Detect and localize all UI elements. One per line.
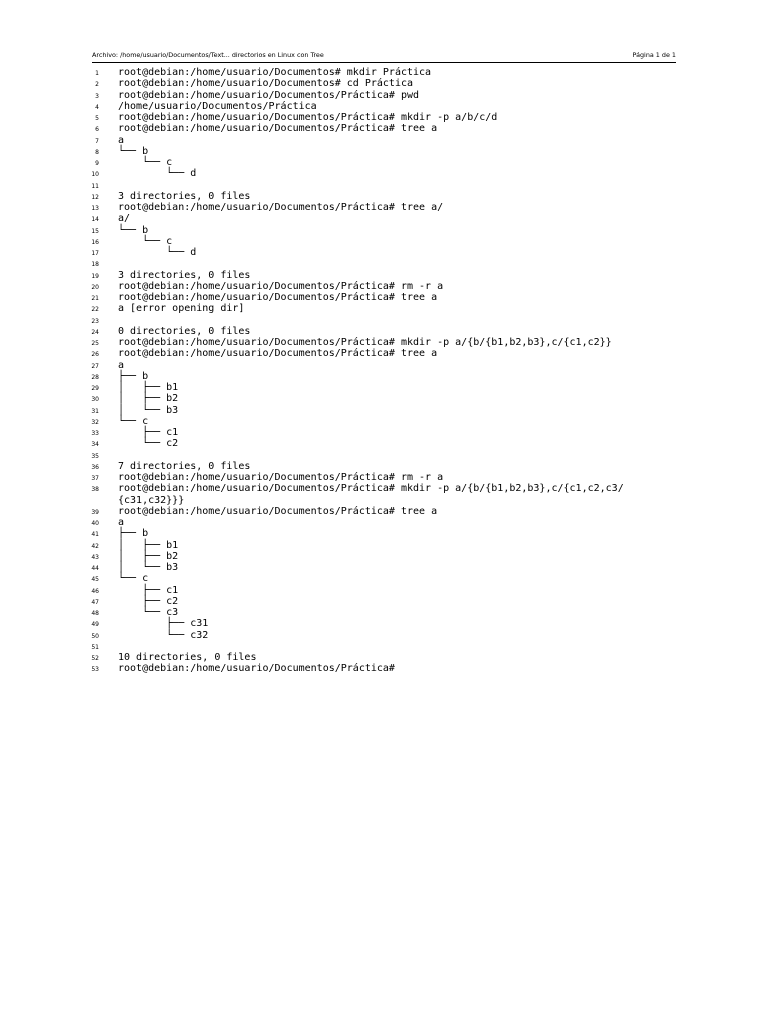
line-number: 10 <box>91 171 99 179</box>
line-text: │ ├── b1 <box>118 539 179 551</box>
listing-line <box>80 123 680 134</box>
line-number: 40 <box>91 520 99 527</box>
listing-line <box>80 405 680 416</box>
line-number: 16 <box>91 238 99 246</box>
line-text: └── d <box>118 168 197 180</box>
listing-line <box>80 562 680 573</box>
line-number: 5 <box>95 115 99 122</box>
line-number: 25 <box>91 340 99 347</box>
line-number: 43 <box>91 553 99 561</box>
line-number: 20 <box>91 283 99 291</box>
line-number: 52 <box>91 655 99 662</box>
listing-line <box>80 461 680 472</box>
listing-line <box>80 393 680 404</box>
line-number: 37 <box>91 475 99 482</box>
line-number: 41 <box>91 531 99 539</box>
listing-line <box>80 585 680 596</box>
line-text: ├── c31 <box>118 618 209 630</box>
line-number: 32 <box>91 418 99 426</box>
line-text: root@debian:/home/usuario/Documentos/Práctica# tree a/ <box>118 202 444 213</box>
listing-line <box>80 506 680 517</box>
line-text: └── b <box>118 224 149 236</box>
line-text: └── c <box>118 415 149 427</box>
listing-line <box>80 596 680 607</box>
listing-line <box>80 202 680 213</box>
line-number: 50 <box>91 632 99 640</box>
line-number: 26 <box>91 351 99 359</box>
line-text: 3 directories, 0 files <box>118 190 251 202</box>
line-number: 19 <box>91 272 99 280</box>
listing-line <box>80 371 680 382</box>
listing-line <box>80 78 680 89</box>
line-text: │ ├── b1 <box>118 382 179 393</box>
line-text: │ └── b3 <box>118 404 179 416</box>
listing-line <box>80 258 680 269</box>
line-text: root@debian:/home/usuario/Documentos# mkdir Práctica <box>118 67 432 78</box>
line-number: 27 <box>91 362 99 370</box>
listing-line <box>80 641 680 652</box>
line-number: 29 <box>91 385 99 392</box>
listing-line <box>80 573 680 584</box>
listing-line <box>80 483 680 494</box>
line-text: └── d <box>118 247 197 258</box>
line-number: 17 <box>91 250 99 257</box>
listing-line <box>80 360 680 371</box>
listing-line <box>80 191 680 202</box>
line-text: └── c2 <box>118 438 179 450</box>
line-number: 48 <box>91 610 99 617</box>
line-text: root@debian:/home/usuario/Documentos# cd Práctica <box>118 78 414 90</box>
listing-line <box>80 348 680 359</box>
listing-line <box>80 168 680 179</box>
file-path-label: Archivo: /home/usuario/Documentos/Text... directorios en Linux con Tree <box>92 51 324 59</box>
line-number: 51 <box>91 643 99 651</box>
line-number: 24 <box>91 328 99 336</box>
listing-line <box>80 112 680 123</box>
line-text: {c31,c32}}} <box>118 494 185 506</box>
line-text: root@debian:/home/usuario/Documentos/Práctica# tree a <box>118 123 438 135</box>
listing-line <box>80 551 680 562</box>
listing-line <box>80 146 680 157</box>
listing-line <box>80 337 680 348</box>
line-number: 14 <box>91 216 99 224</box>
line-text: root@debian:/home/usuario/Documentos/Práctica# rm -r a <box>118 472 444 483</box>
line-number: 13 <box>91 205 99 212</box>
line-number: 3 <box>95 92 99 100</box>
line-number: 8 <box>95 148 99 156</box>
line-text: a <box>118 359 125 371</box>
line-text: ├── c1 <box>118 427 179 438</box>
line-number: 22 <box>91 306 99 314</box>
line-number: 49 <box>91 621 99 629</box>
listing-line <box>80 90 680 101</box>
line-text: └── c <box>118 157 173 168</box>
line-number: 38 <box>91 486 99 494</box>
line-number: 31 <box>91 407 99 415</box>
line-number: 11 <box>91 182 99 190</box>
line-number: 1 <box>95 70 99 77</box>
listing-line <box>80 247 680 258</box>
listing-line <box>80 180 680 191</box>
line-text: 3 directories, 0 files <box>118 269 251 281</box>
listing-line <box>80 67 680 78</box>
line-text: a [error opening dir] <box>118 303 245 315</box>
line-text: root@debian:/home/usuario/Documentos/Práctica# pwd <box>118 89 420 101</box>
line-text: a/ <box>118 213 131 225</box>
listing-line <box>80 630 680 641</box>
listing-line <box>80 236 680 247</box>
line-text: └── c <box>118 235 173 247</box>
listing-line <box>80 540 680 551</box>
listing-line <box>80 663 680 674</box>
line-number: 42 <box>91 542 99 550</box>
line-text: root@debian:/home/usuario/Documentos/Práctica# tree a <box>118 505 438 517</box>
listing-line <box>80 450 680 461</box>
line-text: root@debian:/home/usuario/Documentos/Práctica# tree a <box>118 348 438 360</box>
line-text: ├── b <box>118 370 149 382</box>
line-number: 21 <box>91 295 99 302</box>
line-number: 15 <box>91 227 99 235</box>
listing-line <box>80 528 680 539</box>
line-text: └── c <box>118 573 149 585</box>
listing-line <box>80 303 680 314</box>
listing-line <box>80 213 680 224</box>
line-text: └── c32 <box>118 629 209 641</box>
line-number: 53 <box>91 666 99 674</box>
listing-line <box>80 438 680 449</box>
line-text: root@debian:/home/usuario/Documentos/Práctica# mkdir -p a/{b/{b1,b2,b3},c/{c1,c2,c3/ <box>118 483 624 495</box>
line-number: 46 <box>91 587 99 595</box>
line-number: 35 <box>91 452 99 460</box>
listing-line <box>80 618 680 629</box>
line-text: │ └── b3 <box>118 562 179 573</box>
line-number: 45 <box>91 576 99 584</box>
line-text: root@debian:/home/usuario/Documentos/Práctica# mkdir -p a/{b/{b1,b2,b3},c/{c1,c2}} <box>118 337 612 348</box>
line-number: 39 <box>91 508 99 516</box>
line-text: ├── b <box>118 528 149 540</box>
line-text: a <box>118 134 125 146</box>
listing-line <box>80 416 680 427</box>
line-text: root@debian:/home/usuario/Documentos/Práctica# <box>118 663 395 675</box>
line-number: 4 <box>95 103 99 111</box>
line-text: └── b <box>118 145 149 157</box>
line-text: ├── c1 <box>118 584 179 596</box>
line-number: 47 <box>91 598 99 606</box>
listing-line <box>80 495 680 506</box>
listing-line <box>80 427 680 438</box>
line-number: 7 <box>95 137 99 145</box>
line-text: /home/usuario/Documentos/Práctica <box>118 100 317 112</box>
line-text: root@debian:/home/usuario/Documentos/Práctica# rm -r a <box>118 280 444 292</box>
line-text: a <box>118 517 125 528</box>
line-number: 2 <box>95 81 99 89</box>
line-number: 23 <box>91 317 99 325</box>
line-number: 30 <box>91 396 99 404</box>
line-number: 44 <box>91 565 99 572</box>
listing-line <box>80 157 680 168</box>
line-number: 34 <box>91 441 99 449</box>
listing-line <box>80 652 680 663</box>
line-text: root@debian:/home/usuario/Documentos/Práctica# tree a <box>118 292 438 303</box>
code-listing <box>80 67 680 675</box>
listing-line <box>80 292 680 303</box>
line-number: 36 <box>91 463 99 471</box>
listing-line <box>80 225 680 236</box>
line-text: 10 directories, 0 files <box>118 652 257 663</box>
line-text: root@debian:/home/usuario/Documentos/Práctica# mkdir -p a/b/c/d <box>118 112 498 123</box>
page-header <box>92 50 676 63</box>
line-number: 9 <box>95 160 99 167</box>
line-number: 28 <box>91 373 99 381</box>
line-number: 12 <box>91 193 99 201</box>
line-number: 6 <box>95 126 99 134</box>
line-number: 18 <box>91 261 99 269</box>
line-text: 0 directories, 0 files <box>118 325 251 337</box>
line-number: 33 <box>91 430 99 437</box>
listing-line <box>80 472 680 483</box>
page-number-label: Página 1 de 1 <box>632 51 676 59</box>
listing-line <box>80 135 680 146</box>
listing-line <box>80 326 680 337</box>
listing-line <box>80 382 680 393</box>
line-text: │ ├── b2 <box>118 393 179 405</box>
listing-line <box>80 607 680 618</box>
line-text: ├── c2 <box>118 595 179 607</box>
line-text: │ ├── b2 <box>118 550 179 562</box>
listing-line <box>80 101 680 112</box>
listing-line <box>80 281 680 292</box>
listing-line <box>80 270 680 281</box>
line-text: 7 directories, 0 files <box>118 460 251 472</box>
line-text: └── c3 <box>118 607 179 618</box>
listing-line <box>80 517 680 528</box>
listing-line <box>80 315 680 326</box>
